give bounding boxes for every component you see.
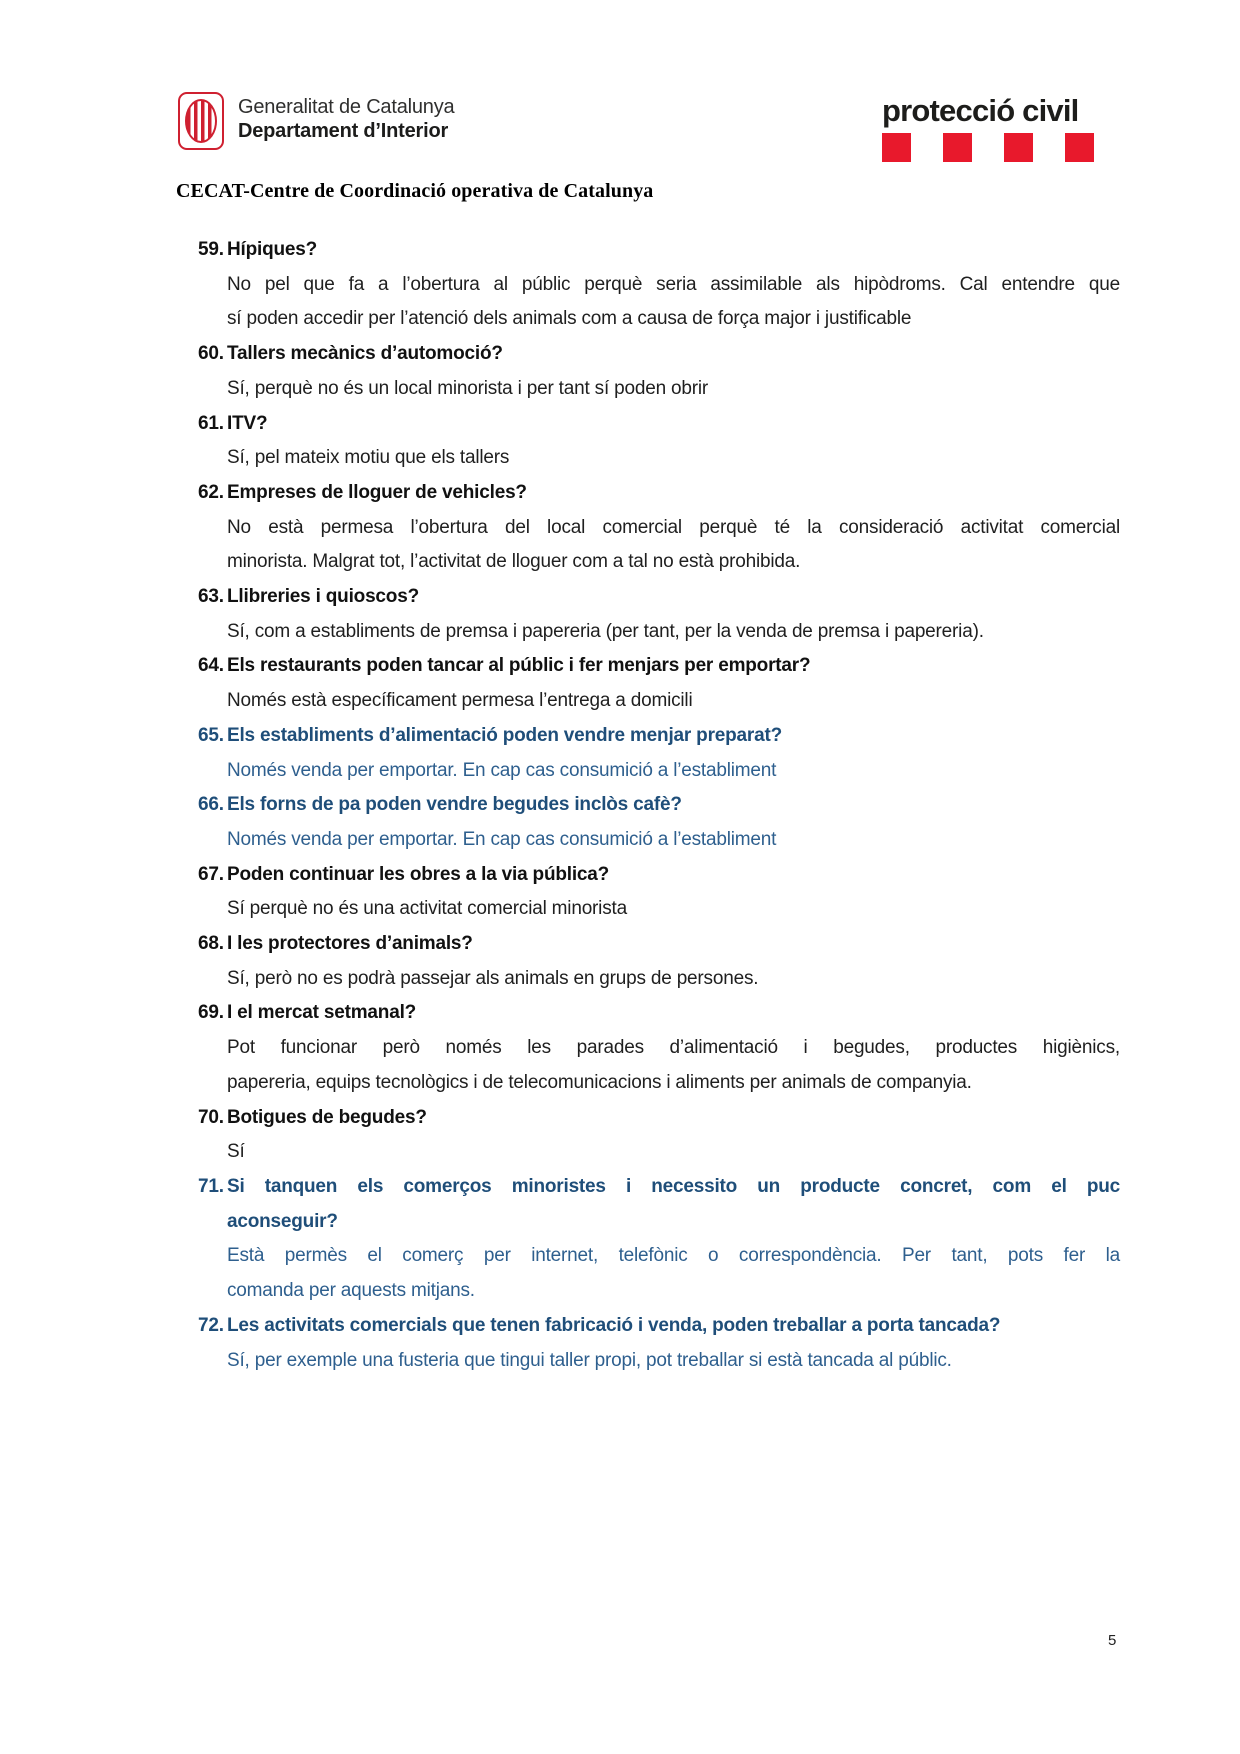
faq-item-number: 68.	[198, 933, 224, 955]
logo-line-generalitat: Generalitat de Catalunya	[238, 96, 455, 118]
faq-question-line: Botigues de begudes?	[227, 1106, 427, 1128]
faq-question-line: Si tanquen els comerços minoristes i necessito un producte concret, com el puc	[227, 1175, 1120, 1197]
faq-question	[227, 337, 1120, 372]
faq-answer-line: minorista. Malgrat tot, l’activitat de lloguer com a tal no està prohibida.	[227, 551, 801, 573]
faq-item-number: 70.	[198, 1106, 224, 1128]
proteccio-civil-logo	[882, 94, 1094, 162]
faq-item	[198, 649, 1120, 718]
faq-item-number: 61.	[198, 412, 224, 434]
faq-item-content	[227, 858, 1120, 927]
faq-answer-line: Només venda per emportar. En cap cas consumició a l’establiment	[227, 828, 777, 850]
faq-item	[198, 1101, 1120, 1170]
faq-item	[198, 1170, 1120, 1309]
faq-answer	[227, 511, 1120, 580]
faq-item-number: 69.	[198, 1002, 224, 1024]
faq-item-content	[227, 580, 1120, 649]
red-square-icon	[943, 133, 972, 162]
faq-answer-line: Només venda per emportar. En cap cas consumició a l’establiment	[227, 759, 777, 781]
faq-question	[227, 719, 1120, 754]
faq-question-line: Poden continuar les obres a la via pública?	[227, 863, 610, 885]
red-square-icon	[1065, 133, 1094, 162]
brand-squares	[882, 133, 1094, 162]
faq-question-line: aconseguir?	[227, 1210, 338, 1232]
faq-item-number: 71.	[198, 1175, 224, 1197]
faq-item	[198, 858, 1120, 927]
faq-answer	[227, 372, 1120, 407]
faq-answer-line: Només està específicament permesa l’entrega a domicili	[227, 690, 693, 712]
faq-question-line: I les protectores d’animals?	[227, 933, 473, 955]
faq-answer	[227, 962, 1120, 997]
faq-answer	[227, 441, 1120, 476]
faq-answer-line: Sí, pel mateix motiu que els tallers	[227, 447, 510, 469]
faq-item-content	[227, 719, 1120, 788]
faq-question-line: I el mercat setmanal?	[227, 1002, 417, 1024]
faq-answer	[227, 1344, 1120, 1379]
faq-answer-line: sí poden accedir per l’atenció dels animals com a causa de força major i justificable	[227, 308, 912, 330]
faq-item-number: 67.	[198, 863, 224, 885]
faq-answer-line: Està permès el comerç per internet, telefònic o correspondència. Per tant, pots fer la	[227, 1245, 1120, 1267]
faq-question-line: Els forns de pa poden vendre begudes inclòs cafè?	[227, 794, 682, 816]
faq-item-content	[227, 788, 1120, 857]
faq-answer-line: No pel que fa a l’obertura al públic perquè seria assimilable als hipòdroms. Cal entendre que	[227, 273, 1120, 295]
faq-answer-line: No està permesa l’obertura del local comercial perquè té la consideració activitat comercial	[227, 516, 1120, 538]
faq-question	[227, 580, 1120, 615]
faq-question	[227, 858, 1120, 893]
faq-question-line: Els restaurants poden tancar al públic i fer menjars per emportar?	[227, 655, 811, 677]
faq-question	[227, 649, 1120, 684]
faq-question	[227, 996, 1120, 1031]
faq-item-number: 60.	[198, 343, 224, 365]
faq-question	[227, 1170, 1120, 1239]
faq-item-content	[227, 996, 1120, 1100]
faq-item-number: 62.	[198, 481, 224, 503]
faq-answer	[227, 268, 1120, 337]
faq-answer	[227, 823, 1120, 858]
faq-item-content	[227, 233, 1120, 337]
faq-answer	[227, 892, 1120, 927]
faq-item-number: 63.	[198, 586, 224, 608]
senyera-stripes-icon	[185, 99, 217, 143]
faq-question-line: Hípiques?	[227, 239, 318, 260]
faq-item	[198, 1309, 1120, 1378]
faq-item-content	[227, 407, 1120, 476]
faq-question	[227, 927, 1120, 962]
faq-item	[198, 233, 1120, 337]
faq-item-number: 66.	[198, 794, 224, 816]
faq-item-number: 65.	[198, 724, 224, 746]
faq-question-line: ITV?	[227, 412, 268, 434]
faq-answer	[227, 754, 1120, 789]
faq-answer-line: Pot funcionar però només les parades d’alimentació i begudes, productes higiènics,	[227, 1037, 1120, 1059]
faq-item	[198, 927, 1120, 996]
faq-item	[198, 719, 1120, 788]
generalitat-logo-text	[238, 92, 454, 144]
faq-question-line: Tallers mecànics d’automoció?	[227, 343, 503, 365]
faq-item-content	[227, 649, 1120, 718]
faq-item	[198, 337, 1120, 406]
faq-answer-line: Sí, com a establiments de premsa i papereria (per tant, per la venda de premsa i papereria).	[227, 620, 984, 642]
faq-answer	[227, 615, 1120, 650]
faq-item-content	[227, 476, 1120, 580]
faq-question-line: Empreses de lloguer de vehicles?	[227, 481, 527, 503]
faq-item	[198, 580, 1120, 649]
faq-answer-line: Sí, però no es podrà passejar als animals en grups de persones.	[227, 967, 759, 989]
red-square-icon	[882, 133, 911, 162]
generalitat-shield-icon	[178, 92, 224, 150]
faq-question-line: Les activitats comercials que tenen fabricació i venda, poden treballar a porta tancada?	[227, 1314, 1001, 1336]
faq-answer-line: papereria, equips tecnològics i de telecomunicacions i aliments per animals de companyia.	[227, 1071, 972, 1093]
faq-answer	[227, 1031, 1120, 1100]
faq-item	[198, 788, 1120, 857]
faq-item-number: 72.	[198, 1314, 224, 1336]
faq-question-line: Llibreries i quioscos?	[227, 586, 419, 608]
document-title: CECAT-Centre de Coordinació operativa de Catalunya	[176, 180, 654, 202]
faq-item	[198, 407, 1120, 476]
faq-item-content	[227, 1170, 1120, 1309]
red-square-icon	[1004, 133, 1033, 162]
faq-item-number: 59.	[198, 239, 224, 260]
faq-answer	[227, 1135, 1120, 1170]
faq-answer-line: comanda per aquests mitjans.	[227, 1280, 475, 1302]
faq-item-content	[227, 1101, 1120, 1170]
faq-list	[198, 233, 1120, 1378]
proteccio-civil-wordmark: protecció civil	[882, 93, 1079, 128]
faq-question	[227, 476, 1120, 511]
faq-item	[198, 996, 1120, 1100]
faq-answer-line: Sí	[227, 1141, 245, 1163]
faq-item-content	[227, 927, 1120, 996]
faq-question	[227, 407, 1120, 442]
faq-question	[227, 1309, 1120, 1344]
generalitat-logo	[178, 92, 454, 150]
faq-answer-line: Sí, perquè no és un local minorista i per tant sí poden obrir	[227, 377, 709, 399]
faq-question-line: Els establiments d’alimentació poden vendre menjar preparat?	[227, 724, 783, 746]
logo-line-departament: Departament d’Interior	[238, 120, 449, 142]
faq-item	[198, 476, 1120, 580]
faq-question	[227, 788, 1120, 823]
faq-item-content	[227, 1309, 1120, 1378]
faq-answer-line: Sí perquè no és una activitat comercial minorista	[227, 898, 627, 920]
page-number: 5	[1108, 1632, 1117, 1649]
faq-answer-line: Sí, per exemple una fusteria que tingui taller propi, pot treballar si està tancada al públic.	[227, 1349, 952, 1371]
faq-question	[227, 1101, 1120, 1136]
faq-answer	[227, 684, 1120, 719]
faq-answer	[227, 1239, 1120, 1308]
faq-item-number: 64.	[198, 655, 224, 677]
faq-question	[227, 233, 1120, 268]
faq-item-content	[227, 337, 1120, 406]
